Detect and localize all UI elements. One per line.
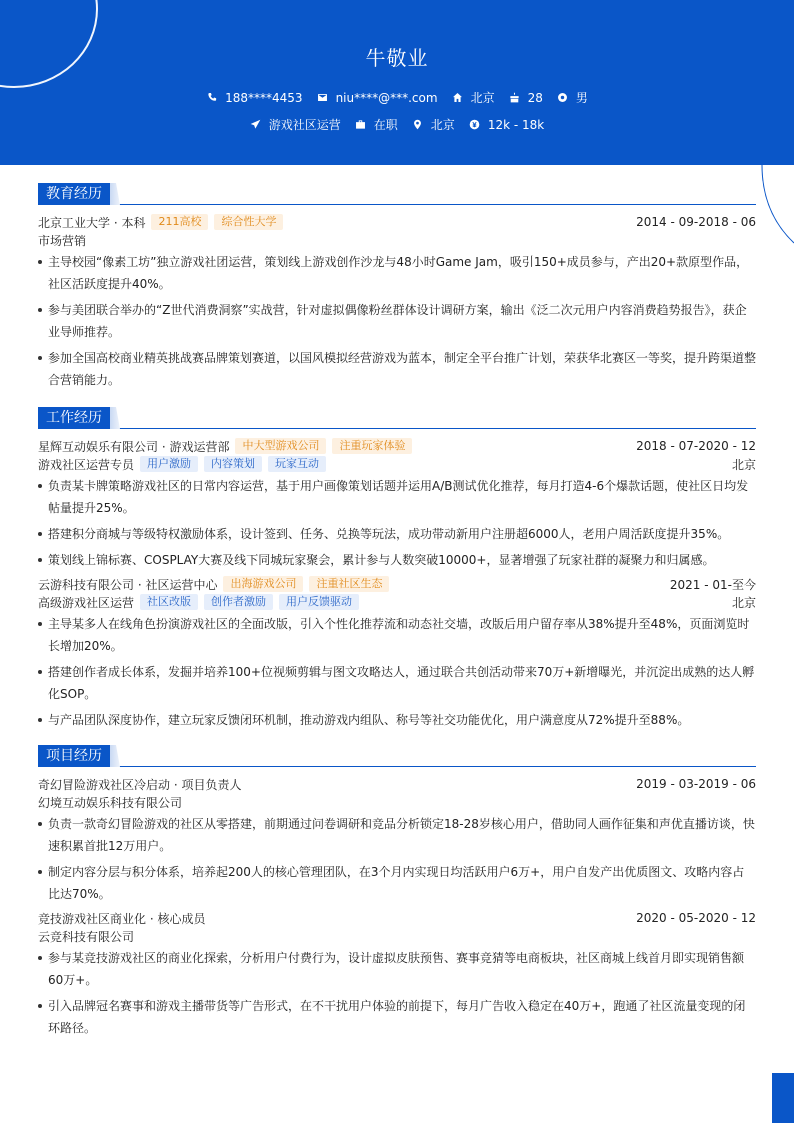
company-tag: 出海游戏公司 — [223, 576, 303, 592]
home-item — [452, 89, 495, 106]
candidate-name: 牛敬业 — [365, 46, 429, 70]
bullet-item: 制定内容分层与积分体系，培养起200人的核心管理团队，在3个月内实现日均活跃用户6万+，用户自发产出优质图文、攻略内容占比达70%。 — [38, 861, 756, 905]
section-header — [38, 183, 756, 205]
company-name: 星辉互动娱乐有限公司 · 游戏运营部 — [38, 439, 230, 454]
work-city: 北京 — [731, 457, 756, 472]
bullet-item: 策划线上锦标赛、COSPLAY大赛及线下同城玩家聚会，累计参与人数突破10000+，显著增强了玩家社群的凝聚力和归属感。 — [38, 549, 756, 571]
school-tag: 综合性大学 — [214, 214, 283, 230]
intent-city-item — [412, 116, 455, 133]
company-tag: 中大型游戏公司 — [235, 438, 326, 454]
cake-icon — [509, 92, 521, 104]
bullet-item: 参与美团联合举办的“Z世代消费洞察”实战营，针对虚拟偶像粉丝群体设计调研方案，输出《泛二次元用户内容消费趋势报告》，获企业导师推荐。 — [38, 299, 756, 343]
role-title: 游戏社区运营专员 — [38, 457, 135, 472]
major: 市场营销 — [38, 233, 87, 248]
education-section — [38, 183, 756, 395]
bullet-item: 参加全国高校商业精英挑战赛品牌策划赛道，以国风模拟经营游戏为蓝本，制定全平台推广计划，荣获华北赛区一等奖，提升跨渠道整合营销能力。 — [38, 347, 756, 391]
company-tag: 注重玩家体验 — [332, 438, 412, 454]
resume-header — [0, 0, 794, 165]
bullet-item: 搭建积分商城与等级特权激励体系，设计签到、任务、兑换等玩法，成功带动新用户注册超6000人，老用户周活跃度提升35%。 — [38, 523, 756, 545]
education-date: 2014 - 09-2018 - 06 — [636, 215, 756, 229]
phone-item — [206, 91, 302, 105]
education-bullets — [38, 251, 756, 391]
project-org: 幻境互动娱乐科技有限公司 — [38, 795, 183, 810]
project-org: 云竞科技有限公司 — [38, 929, 135, 944]
status-item — [355, 116, 398, 133]
bullet-item: 与产品团队深度协作，建立玩家反馈闭环机制，推动游戏内组队、称号等社交功能优化，用户满意度从72%提升至88%。 — [38, 709, 756, 731]
bullet-item: 主导校园“像素工坊”独立游戏社团运营，策划线上游戏创作沙龙与48小时Game Jam，吸引150+成员参与，产出20+款原型作品，社区活跃度提升40%。 — [38, 251, 756, 295]
school-name: 北京工业大学 · 本科 — [38, 215, 146, 230]
school-tag: 211高校 — [151, 214, 208, 230]
section-title-tail — [110, 407, 120, 429]
project-org-row — [38, 793, 756, 811]
section-title: 教育经历 — [38, 183, 110, 205]
phone-icon — [206, 92, 218, 104]
role-row — [38, 455, 756, 473]
section-title-tail — [110, 745, 120, 767]
salary-text: 12k - 18k — [487, 117, 545, 132]
phone-text: 188****4453 — [225, 90, 303, 105]
role-tag: 社区改版 — [140, 594, 198, 610]
contact-row — [0, 89, 794, 106]
gender-item — [557, 89, 588, 106]
project-date: 2019 - 03-2019 - 06 — [636, 777, 756, 791]
role-tag: 内容策划 — [204, 456, 262, 472]
money-icon — [469, 119, 481, 131]
email-item — [317, 91, 438, 105]
project-bullets — [38, 813, 756, 905]
location-icon — [412, 119, 424, 131]
projects-section — [38, 745, 756, 1043]
education-entry-header — [38, 213, 756, 231]
section-header — [38, 407, 756, 429]
work-entry-header — [38, 437, 756, 455]
major-row — [38, 231, 756, 249]
bullet-item: 参与某竞技游戏社区的商业化探索，分析用户付费行为，设计虚拟皮肤预售、赛事竞猜等电商板块，社区商城上线首月即实现销售额60万+。 — [38, 947, 756, 991]
project-date: 2020 - 05-2020 - 12 — [636, 911, 756, 925]
work-entry-header — [38, 575, 756, 593]
section-header — [38, 745, 756, 767]
section-title: 工作经历 — [38, 407, 110, 429]
gender-text: 男 — [575, 91, 588, 105]
work-bullets — [38, 613, 756, 731]
intent-city-text: 北京 — [430, 118, 455, 132]
project-entry-header — [38, 909, 756, 927]
home-text: 北京 — [470, 91, 495, 105]
role-title: 高级游戏社区运营 — [38, 595, 135, 610]
work-bullets — [38, 475, 756, 571]
role-tag: 用户反馈驱动 — [279, 594, 359, 610]
bullet-item: 负责某卡牌策略游戏社区的日常内容运营，基于用户画像策划话题并运用A/B测试优化推荐，每月打造4-6个爆款话题，使社区日均发帖量提升25%。 — [38, 475, 756, 519]
section-title: 项目经历 — [38, 745, 110, 767]
project-entry-header — [38, 775, 756, 793]
briefcase-icon — [355, 119, 367, 131]
bullet-item: 负责一款奇幻冒险游戏的社区从零搭建，前期通过问卷调研和竞品分析锁定18-28岁核心用户，借助同人画作征集和声优直播访谈，快速积累首批12万用户。 — [38, 813, 756, 857]
company-name: 云游科技有限公司 · 社区运营中心 — [38, 577, 218, 592]
work-section — [38, 407, 756, 735]
gender-icon — [557, 92, 569, 104]
project-name: 奇幻冒险游戏社区冷启动 · 项目负责人 — [38, 777, 242, 792]
age-text: 28 — [527, 90, 543, 105]
job-intent-row — [0, 116, 794, 133]
work-date: 2018 - 07-2020 - 12 — [636, 439, 756, 453]
home-icon — [452, 92, 464, 104]
status-text: 在职 — [373, 118, 398, 132]
role-tag: 玩家互动 — [268, 456, 326, 472]
bullet-item: 主导某多人在线角色扮演游戏社区的全面改版，引入个性化推荐流和动态社交墙，改版后用户留存率从38%提升至48%，页面浏览时长增加20%。 — [38, 613, 756, 657]
section-title-tail — [110, 183, 120, 205]
intent-position-item — [250, 116, 341, 133]
bullet-item: 搭建创作者成长体系，发掘并培养100+位视频剪辑与图文攻略达人，通过联合共创活动带来70万+新增曝光，并沉淀出成熟的达人孵化SOP。 — [38, 661, 756, 705]
project-org-row — [38, 927, 756, 945]
work-date: 2021 - 01-至今 — [669, 577, 756, 592]
mail-icon — [317, 92, 329, 104]
age-item — [509, 91, 543, 105]
email-text: niu****@***.com — [335, 90, 438, 105]
intent-position-text: 游戏社区运营 — [268, 118, 341, 132]
project-bullets — [38, 947, 756, 1039]
role-tag: 创作者激励 — [204, 594, 273, 610]
role-tag: 用户激励 — [140, 456, 198, 472]
salary-item — [469, 118, 544, 132]
project-name: 竞技游戏社区商业化 · 核心成员 — [38, 911, 206, 926]
bullet-item: 引入品牌冠名赛事和游戏主播带货等广告形式，在不干扰用户体验的前提下，每月广告收入稳定在40万+，跑通了社区流量变现的闭环路径。 — [38, 995, 756, 1039]
corner-decoration — [772, 1073, 794, 1123]
work-city: 北京 — [731, 595, 756, 610]
send-icon — [250, 119, 262, 131]
company-tag: 注重社区生态 — [309, 576, 389, 592]
role-row — [38, 593, 756, 611]
